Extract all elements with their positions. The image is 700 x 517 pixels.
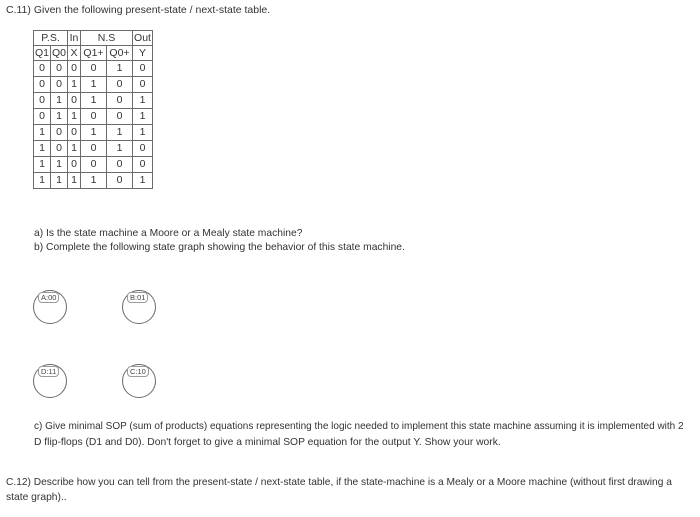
table-cell: 1 bbox=[133, 125, 153, 141]
table-cell: 1 bbox=[81, 125, 107, 141]
group-header-output: Out bbox=[134, 32, 151, 44]
group-header-next-state: N.S bbox=[81, 31, 133, 46]
state-node-a[interactable] bbox=[33, 290, 67, 324]
table-cell: 1 bbox=[34, 173, 51, 189]
table-cell: 0 bbox=[68, 125, 81, 141]
question-11-title: C.11) Given the following present-state / next-state table. bbox=[6, 4, 271, 16]
table-cell: 1 bbox=[107, 61, 133, 77]
col-header-x: X bbox=[68, 46, 81, 61]
table-cell: 1 bbox=[81, 77, 107, 93]
table-cell: 0 bbox=[81, 141, 107, 157]
state-node-b[interactable] bbox=[122, 290, 156, 324]
table-row bbox=[34, 141, 153, 157]
table-cell: 0 bbox=[34, 109, 51, 125]
state-label-b: B:01 bbox=[127, 292, 148, 303]
table-cell: 0 bbox=[68, 93, 81, 109]
col-header-q1-next: Q1+ bbox=[81, 46, 107, 61]
table-cell: 1 bbox=[51, 173, 68, 189]
part-c-line-2: D flip-flops (D1 and D0). Don't forget to give a minimal SOP equation for the output Y. Show your work. bbox=[34, 437, 501, 448]
col-header-q0: Q0 bbox=[51, 47, 66, 59]
part-a-question: a) Is the state machine a Moore or a Mealy state machine? bbox=[34, 228, 303, 239]
table-cell: 0 bbox=[133, 77, 153, 93]
table-cell: 1 bbox=[34, 125, 51, 141]
table-cell: 0 bbox=[107, 157, 133, 173]
table-cell: 0 bbox=[107, 77, 133, 93]
table-cell: 1 bbox=[81, 93, 107, 109]
table-cell: 1 bbox=[107, 125, 133, 141]
table-cell: 0 bbox=[107, 173, 133, 189]
table-cell: 0 bbox=[107, 109, 133, 125]
table-cell: 1 bbox=[133, 93, 153, 109]
table-cell: 1 bbox=[68, 109, 81, 125]
table-cell: 0 bbox=[34, 61, 51, 77]
table-cell: 1 bbox=[51, 157, 68, 173]
state-label-c: C:10 bbox=[127, 366, 149, 377]
table-cell: 1 bbox=[51, 93, 68, 109]
col-header-q1: Q1 bbox=[34, 47, 49, 59]
table-row bbox=[34, 93, 153, 109]
table-row bbox=[34, 173, 153, 189]
table-cell: 0 bbox=[51, 141, 68, 157]
table-cell: 0 bbox=[107, 93, 133, 109]
state-label-d: D:11 bbox=[38, 366, 59, 377]
table-cell: 0 bbox=[68, 61, 81, 77]
col-header-q0-next: Q0+ bbox=[107, 46, 133, 61]
table-cell: 1 bbox=[34, 141, 51, 157]
question-12-line-1: C.12) Describe how you can tell from the present-state / next-state table, if the state-machine is a Mealy or a Moore machine (without first drawing a bbox=[6, 477, 672, 488]
table-cell: 0 bbox=[51, 61, 68, 77]
table-cell: 1 bbox=[133, 173, 153, 189]
group-header-present-state: P.S. bbox=[34, 31, 68, 46]
table-cell: 1 bbox=[51, 109, 68, 125]
table-column-header-row bbox=[34, 46, 153, 61]
group-header-input: In bbox=[68, 31, 81, 46]
table-cell: 0 bbox=[34, 93, 51, 109]
col-header-y: Y bbox=[133, 46, 153, 61]
part-b-question: b) Complete the following state graph showing the behavior of this state machine. bbox=[34, 242, 405, 253]
table-group-header-row bbox=[34, 31, 153, 46]
table-cell: 0 bbox=[81, 109, 107, 125]
state-node-c[interactable] bbox=[122, 364, 156, 398]
table-cell: 1 bbox=[107, 141, 133, 157]
table-row bbox=[34, 125, 153, 141]
table-cell: 1 bbox=[68, 141, 81, 157]
table-row bbox=[34, 109, 153, 125]
table-cell: 0 bbox=[81, 157, 107, 173]
table-cell: 0 bbox=[133, 61, 153, 77]
table-cell: 1 bbox=[81, 173, 107, 189]
table-cell: 0 bbox=[34, 77, 51, 93]
table-row bbox=[34, 61, 153, 77]
table-cell: 0 bbox=[68, 157, 81, 173]
table-cell: 0 bbox=[81, 61, 107, 77]
table-cell: 1 bbox=[133, 109, 153, 125]
state-node-d[interactable] bbox=[33, 364, 67, 398]
table-cell: 0 bbox=[51, 77, 68, 93]
table-cell: 1 bbox=[68, 173, 81, 189]
question-12-line-2: state graph).. bbox=[6, 492, 67, 503]
table-cell: 1 bbox=[68, 77, 81, 93]
table-row bbox=[34, 77, 153, 93]
table-cell: 0 bbox=[51, 125, 68, 141]
table-cell: 0 bbox=[133, 157, 153, 173]
state-label-a: A:00 bbox=[38, 292, 59, 303]
state-table bbox=[33, 30, 153, 189]
table-row bbox=[34, 157, 153, 173]
table-cell: 0 bbox=[133, 141, 153, 157]
table-cell: 1 bbox=[34, 157, 51, 173]
part-c-line-1: c) Give minimal SOP (sum of products) equations representing the logic needed to implement this state machine assuming it is implemented with 2 bbox=[34, 421, 684, 432]
